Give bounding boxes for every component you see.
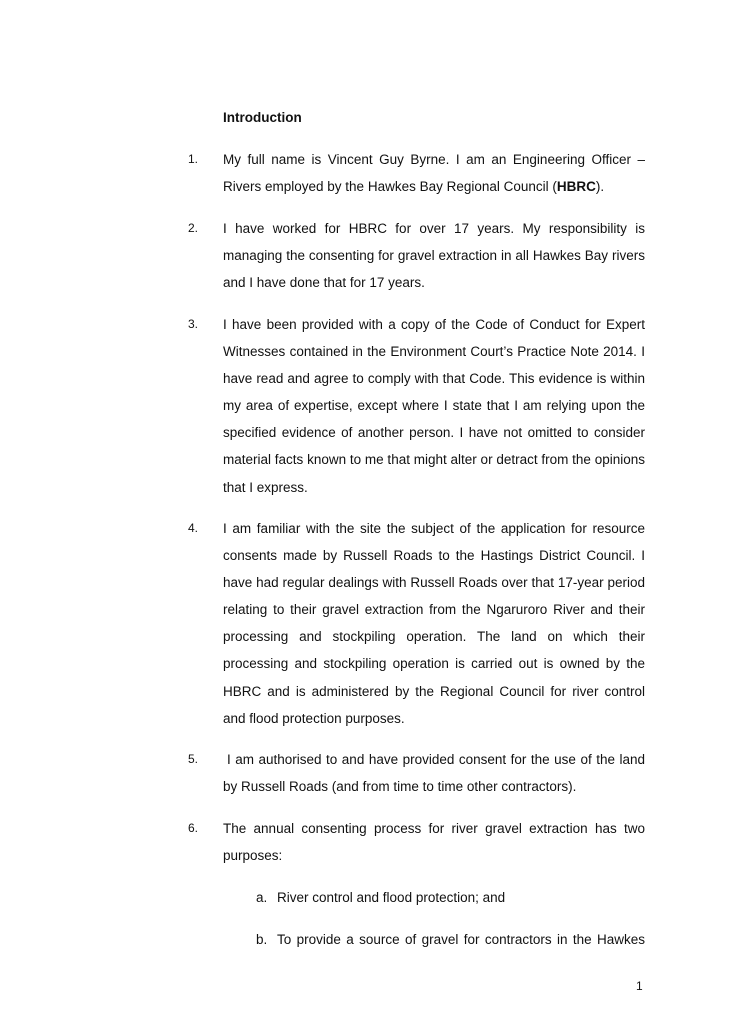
paragraph-number: 5. — [188, 752, 199, 766]
paragraph-number: 6. — [188, 821, 199, 835]
subitem-text: To provide a source of gravel for contractors in the Hawkes — [277, 932, 645, 947]
paragraph-text: I am familiar with the site the subject of the application for resource consents made by Russell Roads to the Hastings District Council. I have had regular dealings with Russell Roads over that 17-year period relating to their gravel extraction from the Ngaruroro River and their processing and stockpiling operation. The land on which their processing and stockpiling operation is carried out is owned by the HBRC and is administered by the Regional Council for river control and flood protection purposes. — [223, 521, 645, 726]
paragraph-number: 2. — [188, 221, 199, 235]
paragraph-text: I have worked for HBRC for over 17 years. My responsibility is managing the consenting for gravel extraction in all Hawkes Bay rivers and I have done that for 17 years. — [223, 221, 645, 291]
section-heading: Introduction — [223, 110, 302, 125]
paragraph-text: My full name is Vincent Guy Byrne. I am an Engineering Officer – Rivers employed by the Hawkes Bay Regional Council (HBRC). — [223, 152, 645, 195]
subitem-label: a. — [256, 890, 268, 905]
subitem-label: b. — [256, 932, 268, 947]
paragraph-number: 1. — [188, 152, 199, 166]
hbrc-abbreviation: HBRC — [556, 179, 596, 195]
subitem-text: River control and flood protection; and — [277, 890, 506, 905]
paragraph-number: 4. — [188, 521, 199, 535]
paragraph-text: The annual consenting process for river gravel extraction has two purposes: — [223, 821, 645, 864]
paragraph-number: 3. — [188, 317, 199, 331]
paragraph-text: I am authorised to and have provided consent for the use of the land by Russell Roads (and from time to time other contractors). — [223, 752, 645, 795]
paragraph-text: I have been provided with a copy of the Code of Conduct for Expert Witnesses contained in the Environment Court’s Practice Note 2014. I have read and agree to comply with that Code. This evidence is within my area of expertise, except where I state that I am relying upon the specified evidence of another person. I have not omitted to consider material facts known to me that might alter or detract from the opinions that I express. — [223, 317, 645, 495]
page-number: 1 — [636, 979, 643, 993]
